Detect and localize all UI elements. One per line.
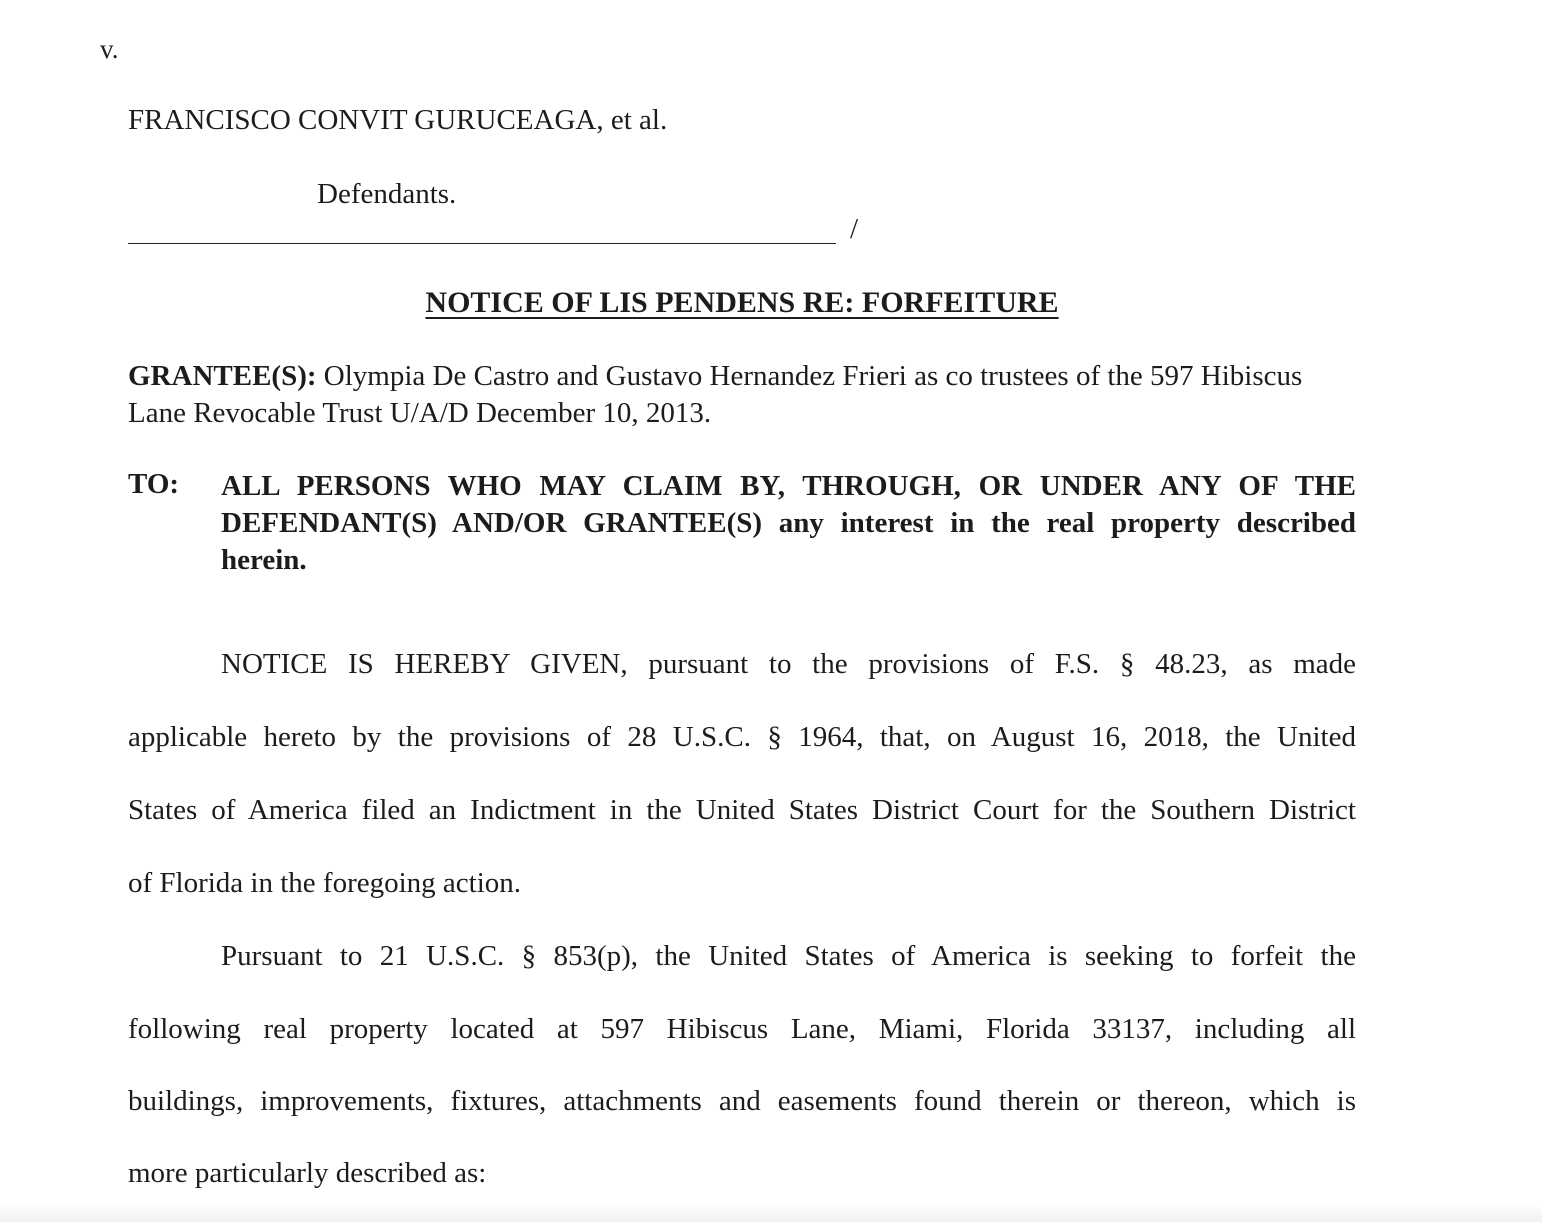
caption-defendant-name: FRANCISCO CONVIT GURUCEAGA, et al. — [128, 104, 668, 136]
paragraph2-line-3: buildings, improvements, fixtures, attachments and easements found therein or thereon, which is — [128, 1085, 1356, 1117]
to-text: ALL PERSONS WHO MAY CLAIM BY, THROUGH, OR UNDER ANY OF THE DEFENDANT(S) AND/OR GRANTEE(S) any interest in the real property described herein. — [221, 470, 1356, 576]
grantee-text: Olympia De Castro and Gustavo Hernandez Frieri as co trustees of the 597 Hibiscus Lane Revocable Trust U/A/D December 10, 2013. — [128, 360, 1303, 429]
caption-slash: / — [850, 213, 859, 245]
caption-defendants-label: Defendants. — [317, 178, 457, 210]
paragraph1-line-2: applicable hereto by the provisions of 28 U.S.C. § 1964, that, on August 16, 2018, the United — [128, 721, 1356, 753]
scan-bottom-edge — [0, 1204, 1542, 1222]
caption-versus: v. — [100, 34, 119, 64]
paragraph1-line-3: States of America filed an Indictment in the United States District Court for the Southern District — [128, 794, 1356, 826]
paragraph2-line-1: Pursuant to 21 U.S.C. § 853(p), the United States of America is seeking to forfeit the — [221, 940, 1356, 972]
document-title: NOTICE OF LIS PENDENS RE: FORFEITURE — [425, 286, 1059, 319]
paragraph1-line-1: NOTICE IS HEREBY GIVEN, pursuant to the provisions of F.S. § 48.23, as made — [221, 648, 1356, 680]
caption-divider-line — [128, 243, 836, 244]
paragraph1-line-4: of Florida in the foregoing action. — [128, 867, 522, 899]
paragraph2-line-2: following real property located at 597 Hibiscus Lane, Miami, Florida 33137, including all — [128, 1013, 1356, 1045]
grantee-block — [128, 358, 1356, 432]
grantee-label: GRANTEE(S): — [128, 360, 317, 392]
paragraph2-line-4: more particularly described as: — [128, 1157, 487, 1189]
to-label: TO: — [128, 468, 180, 500]
